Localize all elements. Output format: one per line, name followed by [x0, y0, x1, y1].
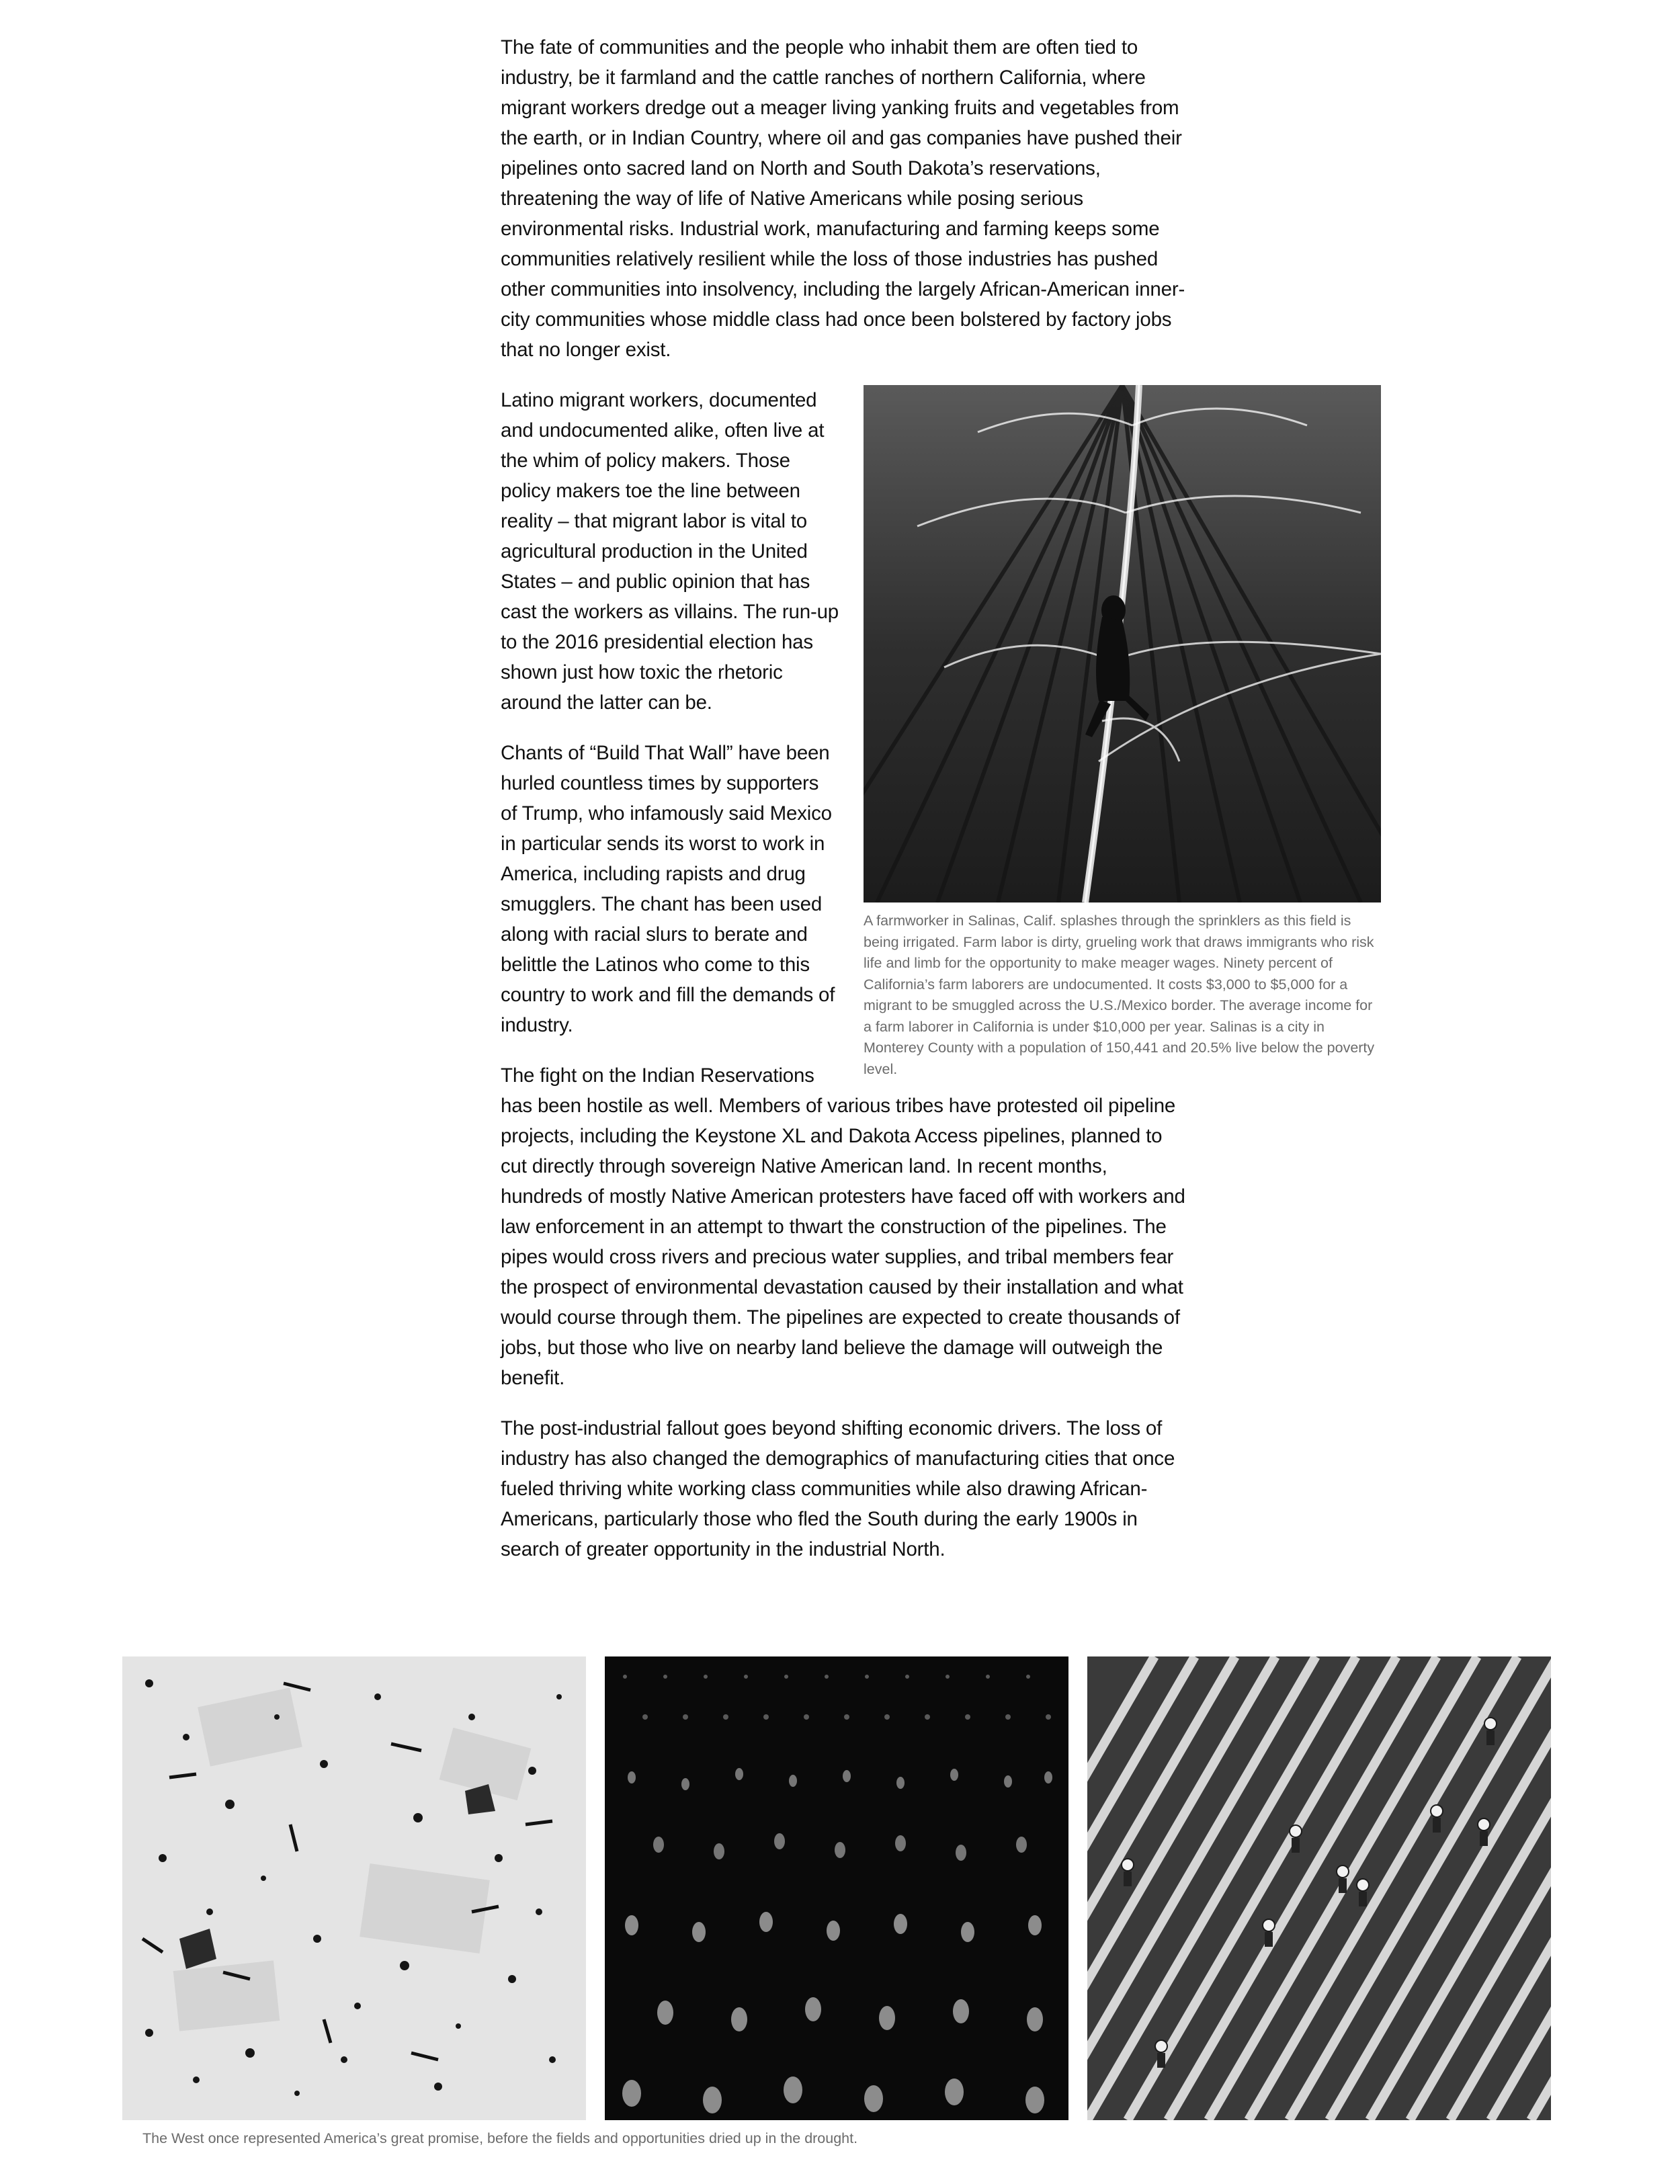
- article-paragraph: The post-industrial fallout goes beyond shifting economic drivers. The loss of industry has also changed the demographics of manufacturing cities that once fueled thriving white working class communities while also drawing African-Americans, particularly those who fled the South during the early 1900s in search of greater opportunity in the industrial North.: [501, 1417, 1175, 1560]
- gallery-caption: The West once represented America’s great promise, before the fields and opportunities dried up in the drought.: [142, 2130, 858, 2146]
- inline-figure: [864, 385, 1381, 1080]
- gallery-photo-dry-ground[interactable]: [122, 1656, 586, 2120]
- article-paragraph: Chants of “Build That Wall” have been hurled countless times by supporters of Trump, who infamously said Mexico in particular sends its worst to work in America, including rapists and drug smugglers. The chant has been used along with racial slurs to berate and belittle the Latinos who come to this country to work and fill the demands of industry.: [501, 742, 835, 1036]
- dark-seedling-field-image: [605, 1656, 1068, 2120]
- striped-field-workers-image: [1087, 1656, 1551, 2120]
- article-body: [501, 32, 1375, 1585]
- article-paragraph: The fight on the Indian Reservations has been hostile as well. Members of various tribes have protested oil pipeline projects, including the Keystone XL and Dakota Access pipelines, planned to cut directly through sovereign Native American land. In recent months, hundreds of mostly Native American protesters have faced off with workers and law enforcement in an attempt to thwart the construction of the pipelines. The pipes would cross rivers and precious water supplies, and tribal members fear the prospect of environmental devastation caused by their installation and what would course through them. The pipelines are expected to create thousands of jobs, but those who live on nearby land believe the damage will outweigh the benefit.: [501, 1064, 1185, 1389]
- inline-figure-caption: A farmworker in Salinas, Calif. splashes through the sprinklers as this field is being irrigated. Farm labor is dirty, grueling work that draws immigrants who risk life and limb for the opportunity to make meager wages. Ninety percent of California’s farm laborers are undocumented. It costs $3,000 to $5,000 for a migrant to be smuggled across the U.S./Mexico border. The average income for a farm laborer in California is under $10,000 per year. Salinas is a city in Monterey County with a population of 150,441 and 20.5% live below the poverty level.: [864, 913, 1375, 1077]
- gallery-photo-field-rows[interactable]: [1087, 1656, 1551, 2120]
- dry-cracked-ground-image: [122, 1656, 586, 2120]
- article-paragraph: Latino migrant workers, documented and undocumented alike, often live at the whim of policy makers. Those policy makers toe the line between reality – that migrant labor is vital to agricultural production in the United States – and public opinion that has cast the workers as villains. The run-up to the 2016 presidential election has shown just how toxic the rhetoric around the latter can be.: [501, 389, 839, 714]
- gallery-photo-seedlings[interactable]: [605, 1656, 1068, 2120]
- article-paragraph: The fate of communities and the people who inhabit them are often tied to industry, be it farmland and the cattle ranches of northern California, where migrant workers dredge out a meager living yanking fruits and vegetables from the earth, or in Indian Country, where oil and gas companies have pushed their pipelines onto sacred land on North and South Dakota’s reservations, threatening the way of life of Native Americans while posing serious environmental risks. Industrial work, manufacturing and farming keeps some communities relatively resilient while the loss of those industries has pushed other communities into insolvency, including the largely African-American inner-city communities whose middle class had once been bolstered by factory jobs that no longer exist.: [501, 36, 1185, 361]
- farmworker-sprinkler-photo[interactable]: [864, 385, 1381, 902]
- photo-gallery: [122, 1656, 1558, 2120]
